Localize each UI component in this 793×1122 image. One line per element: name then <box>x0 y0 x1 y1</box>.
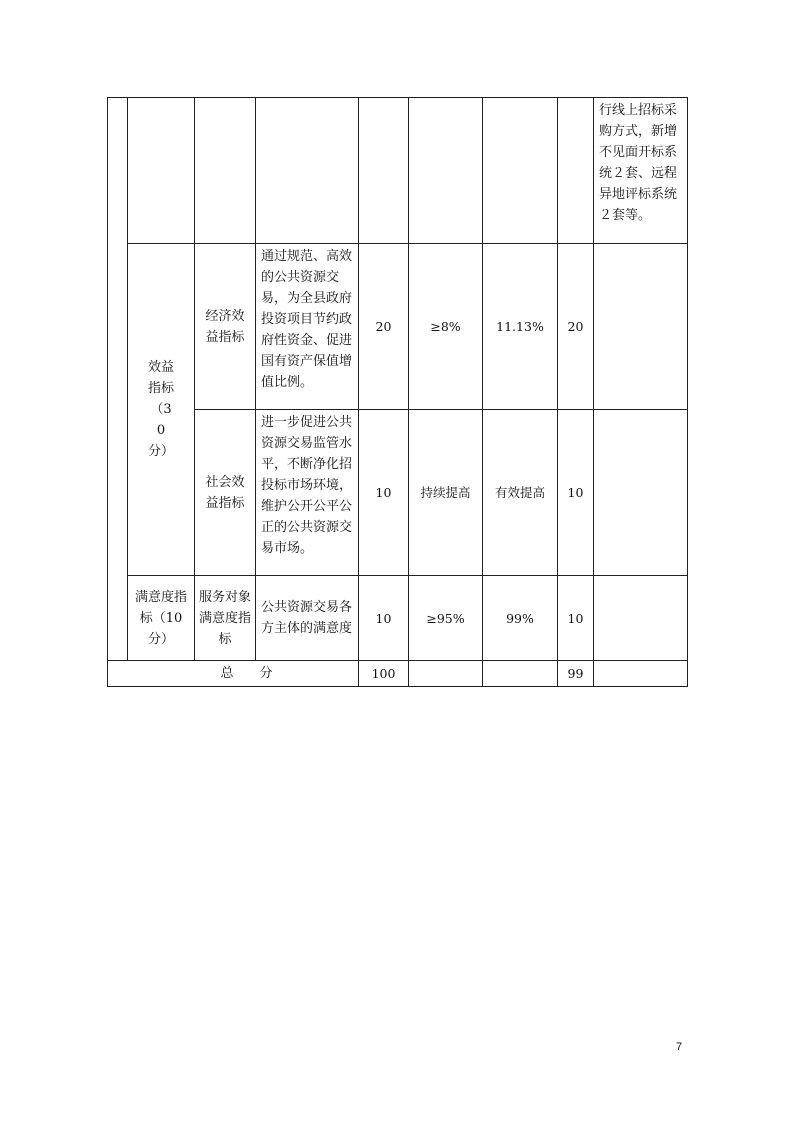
total-score-cell: 99 <box>558 661 594 687</box>
table-row <box>108 98 688 244</box>
weight-cell: 20 <box>359 244 409 410</box>
empty-cell <box>594 661 688 687</box>
score-cell: 10 <box>558 410 594 576</box>
description-cell: 公共资源交易各方主体的满意度 <box>256 576 359 661</box>
total-row <box>108 661 688 687</box>
description-cell: 进一步促进公共资源交易监管水平，不断净化招投标市场环境，维护公开公平公正的公共资源交易市场。 <box>256 410 359 576</box>
total-weight-cell: 100 <box>359 661 409 687</box>
actual-cell: 有效提高 <box>483 410 558 576</box>
note-cell <box>594 576 688 661</box>
performance-table <box>107 97 688 687</box>
target-cell: ≥8% <box>409 244 483 410</box>
empty-cell <box>483 661 558 687</box>
empty-cell <box>128 98 195 244</box>
sub-indicator-cell: 服务对象满意度指标 <box>195 576 256 661</box>
empty-cell <box>409 98 483 244</box>
actual-cell: 99% <box>483 576 558 661</box>
page-number: 7 <box>676 1041 683 1053</box>
table-row <box>108 244 688 410</box>
empty-cell <box>483 98 558 244</box>
target-cell: 持续提高 <box>409 410 483 576</box>
score-cell: 10 <box>558 576 594 661</box>
sub-indicator-cell: 经济效益指标 <box>195 244 256 410</box>
weight-cell: 10 <box>359 576 409 661</box>
empty-cell <box>359 98 409 244</box>
weight-cell: 10 <box>359 410 409 576</box>
table-row <box>108 410 688 576</box>
group-cell: 满意度指标（10分） <box>128 576 195 661</box>
description-cell: 通过规范、高效的公共资源交易，为全县政府投资项目节约政府性资金、促进国有资产保值增值比例。 <box>256 244 359 410</box>
table-row <box>108 576 688 661</box>
empty-cell <box>558 98 594 244</box>
note-cell <box>594 244 688 410</box>
sub-indicator-cell: 社会效益指标 <box>195 410 256 576</box>
group-cell: 效益指标（30分） <box>128 244 195 576</box>
empty-cell <box>256 98 359 244</box>
note-cell <box>594 410 688 576</box>
empty-cell <box>409 661 483 687</box>
target-cell: ≥95% <box>409 576 483 661</box>
left-margin-cell <box>108 98 128 661</box>
actual-cell: 11.13% <box>483 244 558 410</box>
score-cell: 20 <box>558 244 594 410</box>
empty-cell <box>195 98 256 244</box>
note-cell: 行线上招标采购方式，新增不见面开标系统２套、远程异地评标系统２套等。 <box>594 98 688 244</box>
total-label-cell: 总 分 <box>108 661 359 687</box>
